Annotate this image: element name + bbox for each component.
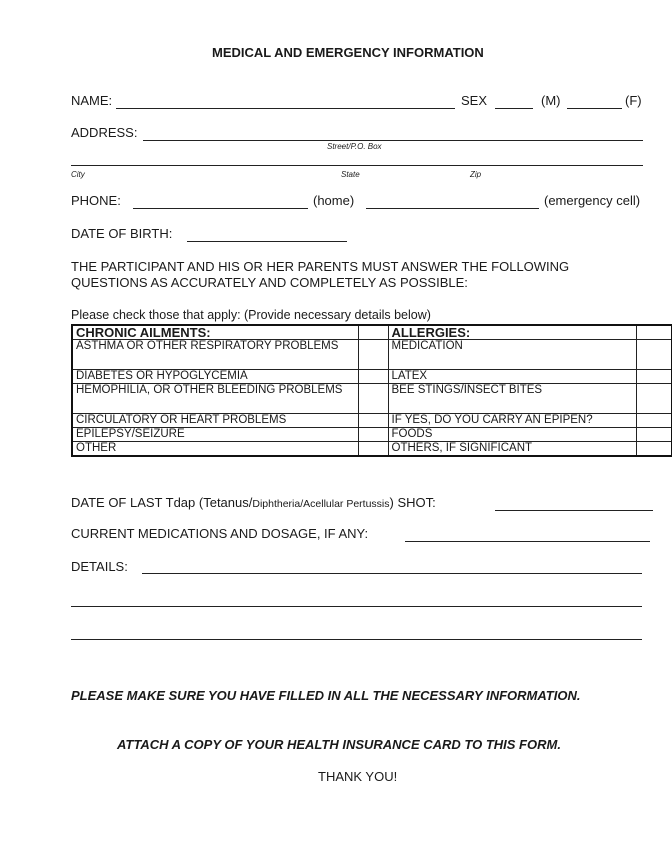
dob-label: DATE OF BIRTH: [71, 226, 173, 241]
zip-hint: Zip [470, 170, 482, 179]
medications-field[interactable] [405, 541, 650, 542]
allergy-foods-checkbox[interactable] [636, 428, 672, 442]
ailment-other-checkbox[interactable] [358, 442, 388, 457]
ailment-epilepsy: EPILEPSY/SEIZURE [72, 428, 358, 442]
ailment-circulatory: CIRCULATORY OR HEART PROBLEMS [72, 414, 358, 428]
dob-field[interactable] [187, 241, 347, 242]
allergy-epipen-checkbox[interactable] [636, 414, 672, 428]
phone-emergency-label: (emergency cell) [544, 193, 641, 208]
footer-notice: PLEASE MAKE SURE YOU HAVE FILLED IN ALL THE NECESSARY INFORMATION. [71, 688, 581, 703]
phone-label: PHONE: [71, 193, 121, 208]
allergy-latex: LATEX [388, 370, 636, 384]
ailment-asthma: ASTHMA OR OTHER RESPIRATORY PROBLEMS [72, 340, 358, 370]
details-field-2[interactable] [71, 606, 642, 607]
allergy-others: OTHERS, IF SIGNIFICANT [388, 442, 636, 457]
name-label: NAME: [71, 93, 113, 108]
state-hint: State [341, 170, 360, 179]
allergy-bee-stings: BEE STINGS/INSECT BITES [388, 384, 636, 414]
allergy-foods: FOODS [388, 428, 636, 442]
city-hint: City [71, 170, 85, 179]
ailment-asthma-checkbox[interactable] [358, 340, 388, 370]
city-state-zip-field[interactable] [71, 165, 643, 166]
allergy-epipen: IF YES, DO YOU CARRY AN EPIPEN? [388, 414, 636, 428]
details-field-1[interactable] [142, 573, 642, 574]
street-field[interactable] [143, 140, 643, 141]
allergy-others-checkbox[interactable] [636, 442, 672, 457]
ailment-circulatory-checkbox[interactable] [358, 414, 388, 428]
chronic-ailments-header: CHRONIC AILMENTS: [72, 325, 358, 340]
sex-label: SEX [461, 93, 488, 108]
phone-emergency-field[interactable] [366, 208, 539, 209]
ailment-diabetes-checkbox[interactable] [358, 370, 388, 384]
instruction-line-1: THE PARTICIPANT AND HIS OR HER PARENTS MUST ANSWER THE FOLLOWING [71, 259, 570, 274]
allergy-latex-checkbox[interactable] [636, 370, 672, 384]
ailment-other: OTHER [72, 442, 358, 457]
sex-f-label: (F) [625, 93, 642, 108]
instruction-line-2: QUESTIONS AS ACCURATELY AND COMPLETELY AS POSSIBLE: [71, 275, 468, 290]
phone-home-label: (home) [313, 193, 355, 208]
details-field-3[interactable] [71, 639, 642, 640]
details-label: DETAILS: [71, 559, 128, 574]
sex-m-field[interactable] [495, 108, 533, 109]
sex-m-label: (M) [541, 93, 561, 108]
allergy-bee-stings-checkbox[interactable] [636, 384, 672, 414]
address-label: ADDRESS: [71, 125, 138, 140]
footer-attach: ATTACH A COPY OF YOUR HEALTH INSURANCE CARD TO THIS FORM. [117, 737, 561, 752]
phone-home-field[interactable] [133, 208, 308, 209]
sex-f-field[interactable] [567, 108, 622, 109]
allergy-medication-checkbox[interactable] [636, 340, 672, 370]
name-field[interactable] [116, 108, 455, 109]
tdap-field[interactable] [495, 510, 653, 511]
tdap-label [71, 495, 436, 510]
street-hint: Street/P.O. Box [327, 142, 382, 151]
ailment-hemophilia-checkbox[interactable] [358, 384, 388, 414]
ailment-epilepsy-checkbox[interactable] [358, 428, 388, 442]
ailment-diabetes: DIABETES OR HYPOGLYCEMIA [72, 370, 358, 384]
footer-thanks: THANK YOU! [318, 769, 398, 784]
ailment-hemophilia: HEMOPHILIA, OR OTHER BLEEDING PROBLEMS [72, 384, 358, 414]
medications-label: CURRENT MEDICATIONS AND DOSAGE, IF ANY: [71, 526, 369, 541]
tdap-suffix: ) SHOT: [389, 495, 436, 510]
form-title: MEDICAL AND EMERGENCY INFORMATION [212, 45, 484, 60]
conditions-table [71, 324, 672, 457]
allergy-medication: MEDICATION [388, 340, 636, 370]
allergies-header: ALLERGIES: [388, 325, 636, 340]
tdap-prefix: DATE OF LAST Tdap (Tetanus/ [71, 495, 253, 510]
tdap-small: Diphtheria/Acellular Pertussis [252, 498, 390, 510]
check-prompt: Please check those that apply: (Provide necessary details below) [71, 308, 431, 322]
